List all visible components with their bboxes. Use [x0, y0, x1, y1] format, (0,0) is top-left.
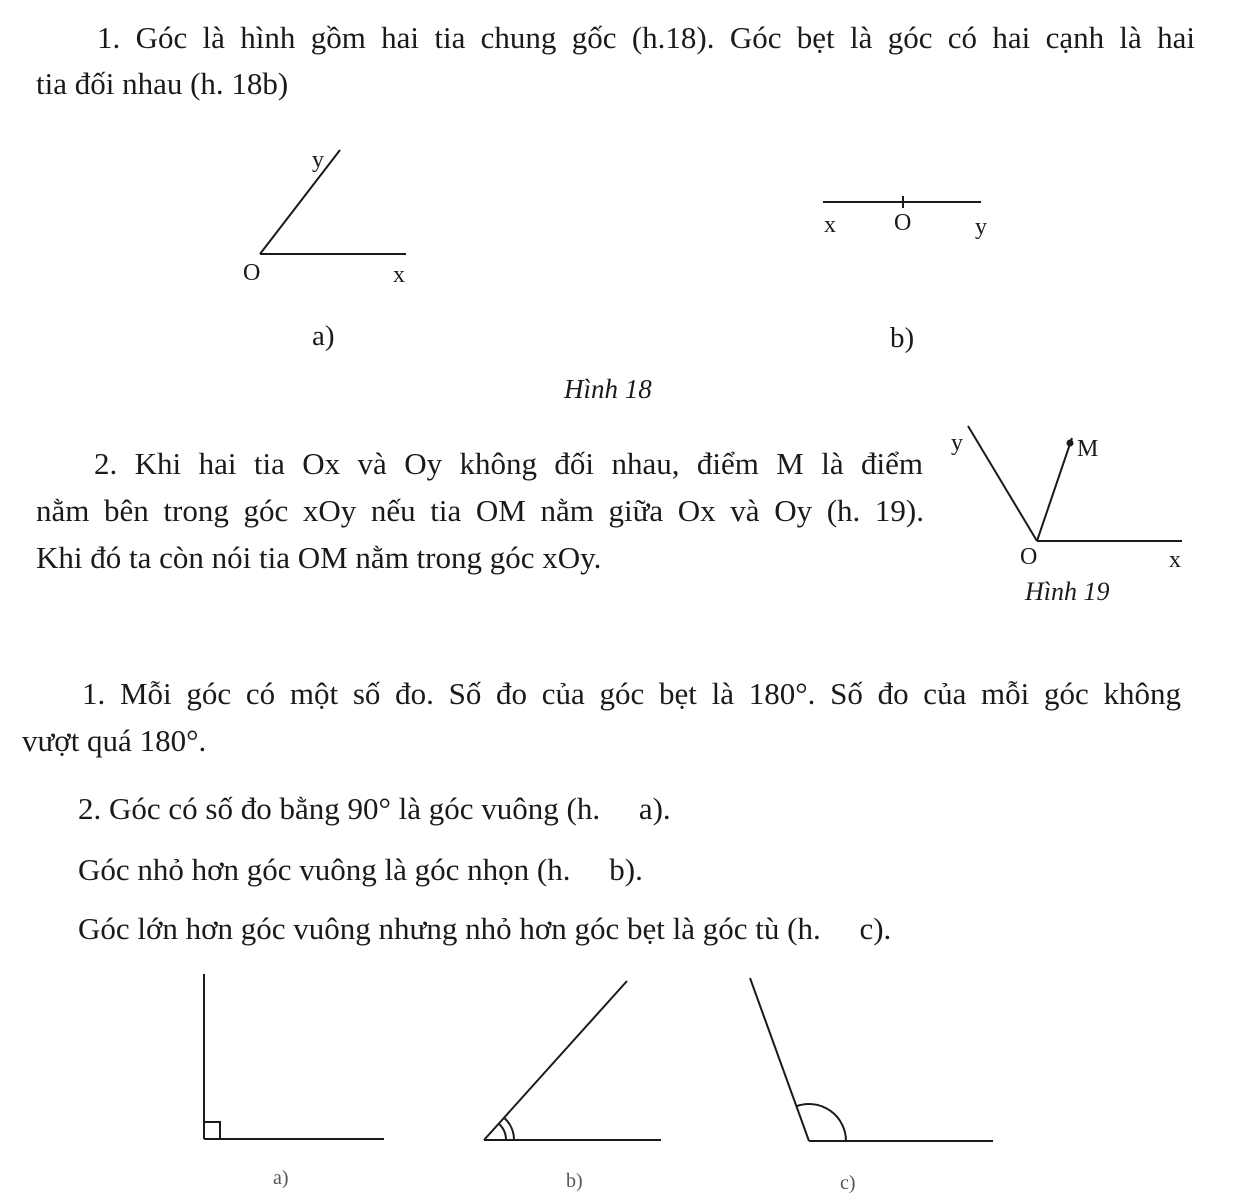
figure-acute-angle-caption: b): [566, 1170, 583, 1192]
acute-angle-figure: [484, 981, 661, 1140]
obtuse-angle-figure: [750, 978, 993, 1141]
paragraph-2-line-3: Khi đó ta còn nói tia OM nằm trong góc xOy.: [36, 540, 602, 575]
measure-paragraph-1-line-2: vượt quá 180°.: [22, 723, 207, 758]
paragraph-1-line-2: tia đối nhau (h. 18b): [36, 66, 289, 101]
paragraph-2-line-2: nằm bên trong góc xOy nếu tia OM nằm giữa Ox và Oy (h. 19).: [36, 493, 924, 528]
right-angle-marker: [204, 1122, 220, 1139]
fig19-label-y: y: [951, 430, 963, 456]
figure-right-angle-caption: a): [273, 1167, 289, 1189]
fig19-label-o: O: [1020, 544, 1038, 570]
right-angle-figure: [204, 974, 384, 1139]
measure-paragraph-1-line-1: 1. Mỗi góc có một số đo. Số đo của góc bẹt là 180°. Số đo của mỗi góc không: [82, 676, 1181, 711]
fig19-label-x: x: [1169, 547, 1181, 573]
acute-angle-definition: Góc nhỏ hơn góc vuông là góc nhọn (h. b).: [78, 852, 643, 887]
right-angle-definition: 2. Góc có số đo bằng 90° là góc vuông (h. a).: [78, 791, 671, 826]
fig18b-label-y: y: [975, 214, 987, 240]
figure-19-title: Hình 19: [1025, 577, 1110, 606]
fig18b-caption: b): [890, 322, 915, 354]
fig19-label-m: M: [1077, 436, 1099, 462]
fig18b-label-x: x: [824, 212, 836, 238]
obtuse-angle-definition: Góc lớn hơn góc vuông nhưng nhỏ hơn góc bẹt là góc tù (h. c).: [78, 911, 892, 946]
figure-obtuse-angle-caption: c): [840, 1172, 856, 1194]
fig18a-label-x: x: [393, 262, 405, 288]
fig18a-label-o: O: [243, 260, 261, 286]
fig18a-label-y: y: [312, 147, 324, 173]
fig18a-caption: a): [312, 320, 335, 352]
figure-18-title: Hình 18: [564, 374, 652, 404]
paragraph-1-line-1: 1. Góc là hình gồm hai tia chung gốc (h.18). Góc bẹt là góc có hai cạnh là hai: [97, 20, 1195, 55]
acute-angle-arc-inner: [499, 1124, 506, 1140]
fig18b-label-o: O: [894, 210, 912, 236]
paragraph-2-line-1: 2. Khi hai tia Ox và Oy không đối nhau, điểm M là điểm: [94, 446, 923, 481]
obtuse-angle-arc: [796, 1104, 846, 1141]
